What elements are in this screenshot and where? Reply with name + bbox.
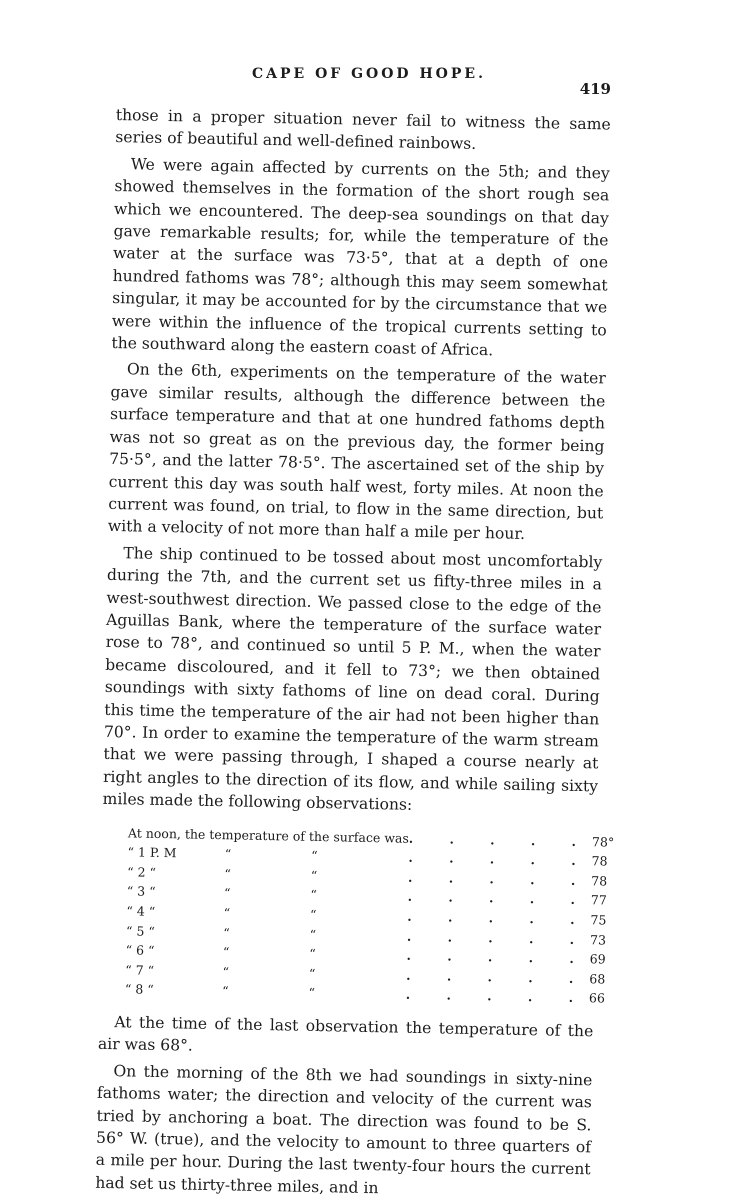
observation-time: “ 2 “	[127, 864, 157, 880]
observation-label: At noon, the temperature of the surface was	[127, 824, 410, 846]
ditto-mark: “	[223, 885, 231, 901]
ditto-mark: “	[311, 848, 318, 864]
observation-time: “ 3 “	[126, 883, 156, 900]
temperature-value: 78°	[591, 833, 615, 850]
ditto-mark: “	[222, 944, 230, 960]
paragraph-5th: We were again affected by currents on the 5th; and they showed themselves in the formation of the short rough sea which we encountered. The deep-sea soundings on that day gave remarkable results; for, while the temperature of the water at the surface was 73·5°, that at a depth of one hundred fathoms was 78°; although this may seem somewhat singular, it may be accounted for by the circumstance that we were within the influence of the tropical currents setting to the southward along the eastern coast of Africa.	[111, 155, 610, 360]
ditto-mark: “	[309, 906, 317, 922]
observations-table	[125, 823, 615, 1009]
temperature-value: 73	[589, 931, 607, 948]
ditto-mark: “	[309, 946, 316, 962]
leader-dots: . . . . .	[408, 830, 593, 849]
temperature-value: 69	[589, 951, 606, 967]
leader-dots: . . . . .	[406, 947, 590, 967]
paragraph-7th: The ship continued to be tossed about most uncomfortably during the 7th, and the current set us fifty-three miles in a west-southwest direction. We passed close to the edge of the Aguillas Bank, where the temperature of the surface water rose to 78°, and continued so until 5 P. M., when the water became discoloured, and it fell to 73°; we then obtained soundings with sixty fathoms of line on dead coral. During this time the temperature of the air had not been higher than 70°. In order to examine the temperature of the warm stream that we were passing through, I shaped a course nearly at right angles to the direction of its flow, and while sailing sixty miles made the following observations:	[102, 543, 603, 815]
leader-dots: . . . . .	[406, 967, 590, 986]
ditto-mark: “	[309, 926, 317, 942]
observation-time: “ 8 “	[124, 981, 154, 998]
leader-dots: . . . . .	[407, 889, 592, 908]
ditto-mark: “	[223, 905, 231, 921]
ditto-mark: “	[310, 867, 318, 883]
ditto-mark: “	[308, 965, 316, 981]
observation-time: “ 7 “	[125, 962, 155, 978]
ditto-mark: “	[223, 924, 230, 940]
temperature-value: 68	[589, 971, 606, 987]
temperature-value: 77	[590, 892, 607, 908]
body-text	[95, 104, 615, 1203]
leader-dots: . . . . .	[405, 987, 590, 1006]
paragraph-continued: those in a proper situation never fail to witness the same series of beautiful and well-defined rainbows.	[115, 105, 611, 154]
leader-dots: . . . . .	[407, 908, 591, 928]
temperature-value: 78	[591, 873, 608, 889]
paragraph-6th: On the 6th, experiments on the temperature of the water gave similar results, although the difference between the surface temperature and that at one hundred fathoms depth was not so great as on the previous day, the former being 75·5°, and the latter 78·5°. The ascertained set of the ship by current this day was south half west, forty miles. At noon the current was found, on trial, to flow in the same direction, but with a velocity of not more than half a mile per hour.	[107, 360, 606, 544]
paragraph-8th: On the morning of the 8th we had soundings in sixty-nine fathoms water; the direction and velocity of the current was tried by anchoring a boat. The direction was found to be S. 56° W. (true), and the velocity to amount to three quarters of a mile per hour. During the last twenty-four hours the current had set us thirty-three miles, and in	[95, 1061, 593, 1198]
ditto-mark: “	[222, 983, 229, 999]
ditto-mark: “	[224, 866, 232, 882]
leader-dots: . . . . .	[406, 928, 591, 947]
ditto-mark: “	[310, 887, 318, 903]
observation-time: “ 1 P. M	[127, 844, 177, 861]
ditto-mark: “	[222, 963, 230, 980]
temperature-value: 66	[588, 990, 606, 1006]
temperature-value: 78	[591, 853, 608, 869]
page-number: 419	[579, 80, 611, 98]
leader-dots: . . . . .	[408, 849, 592, 869]
temperature-value: 75	[590, 912, 607, 928]
page-header	[116, 66, 611, 96]
leader-dots: . . . . .	[407, 869, 592, 889]
observation-time: “ 6 “	[125, 942, 155, 959]
paragraph-air-temperature: At the time of the last observation the temperature of the air was 68°.	[97, 1013, 594, 1055]
running-title: CAPE OF GOOD HOPE.	[252, 66, 486, 82]
ditto-mark: “	[224, 846, 232, 862]
ditto-mark: “	[308, 985, 316, 1001]
observation-time: “ 5 “	[125, 922, 155, 939]
observation-time: “ 4 “	[126, 903, 156, 919]
